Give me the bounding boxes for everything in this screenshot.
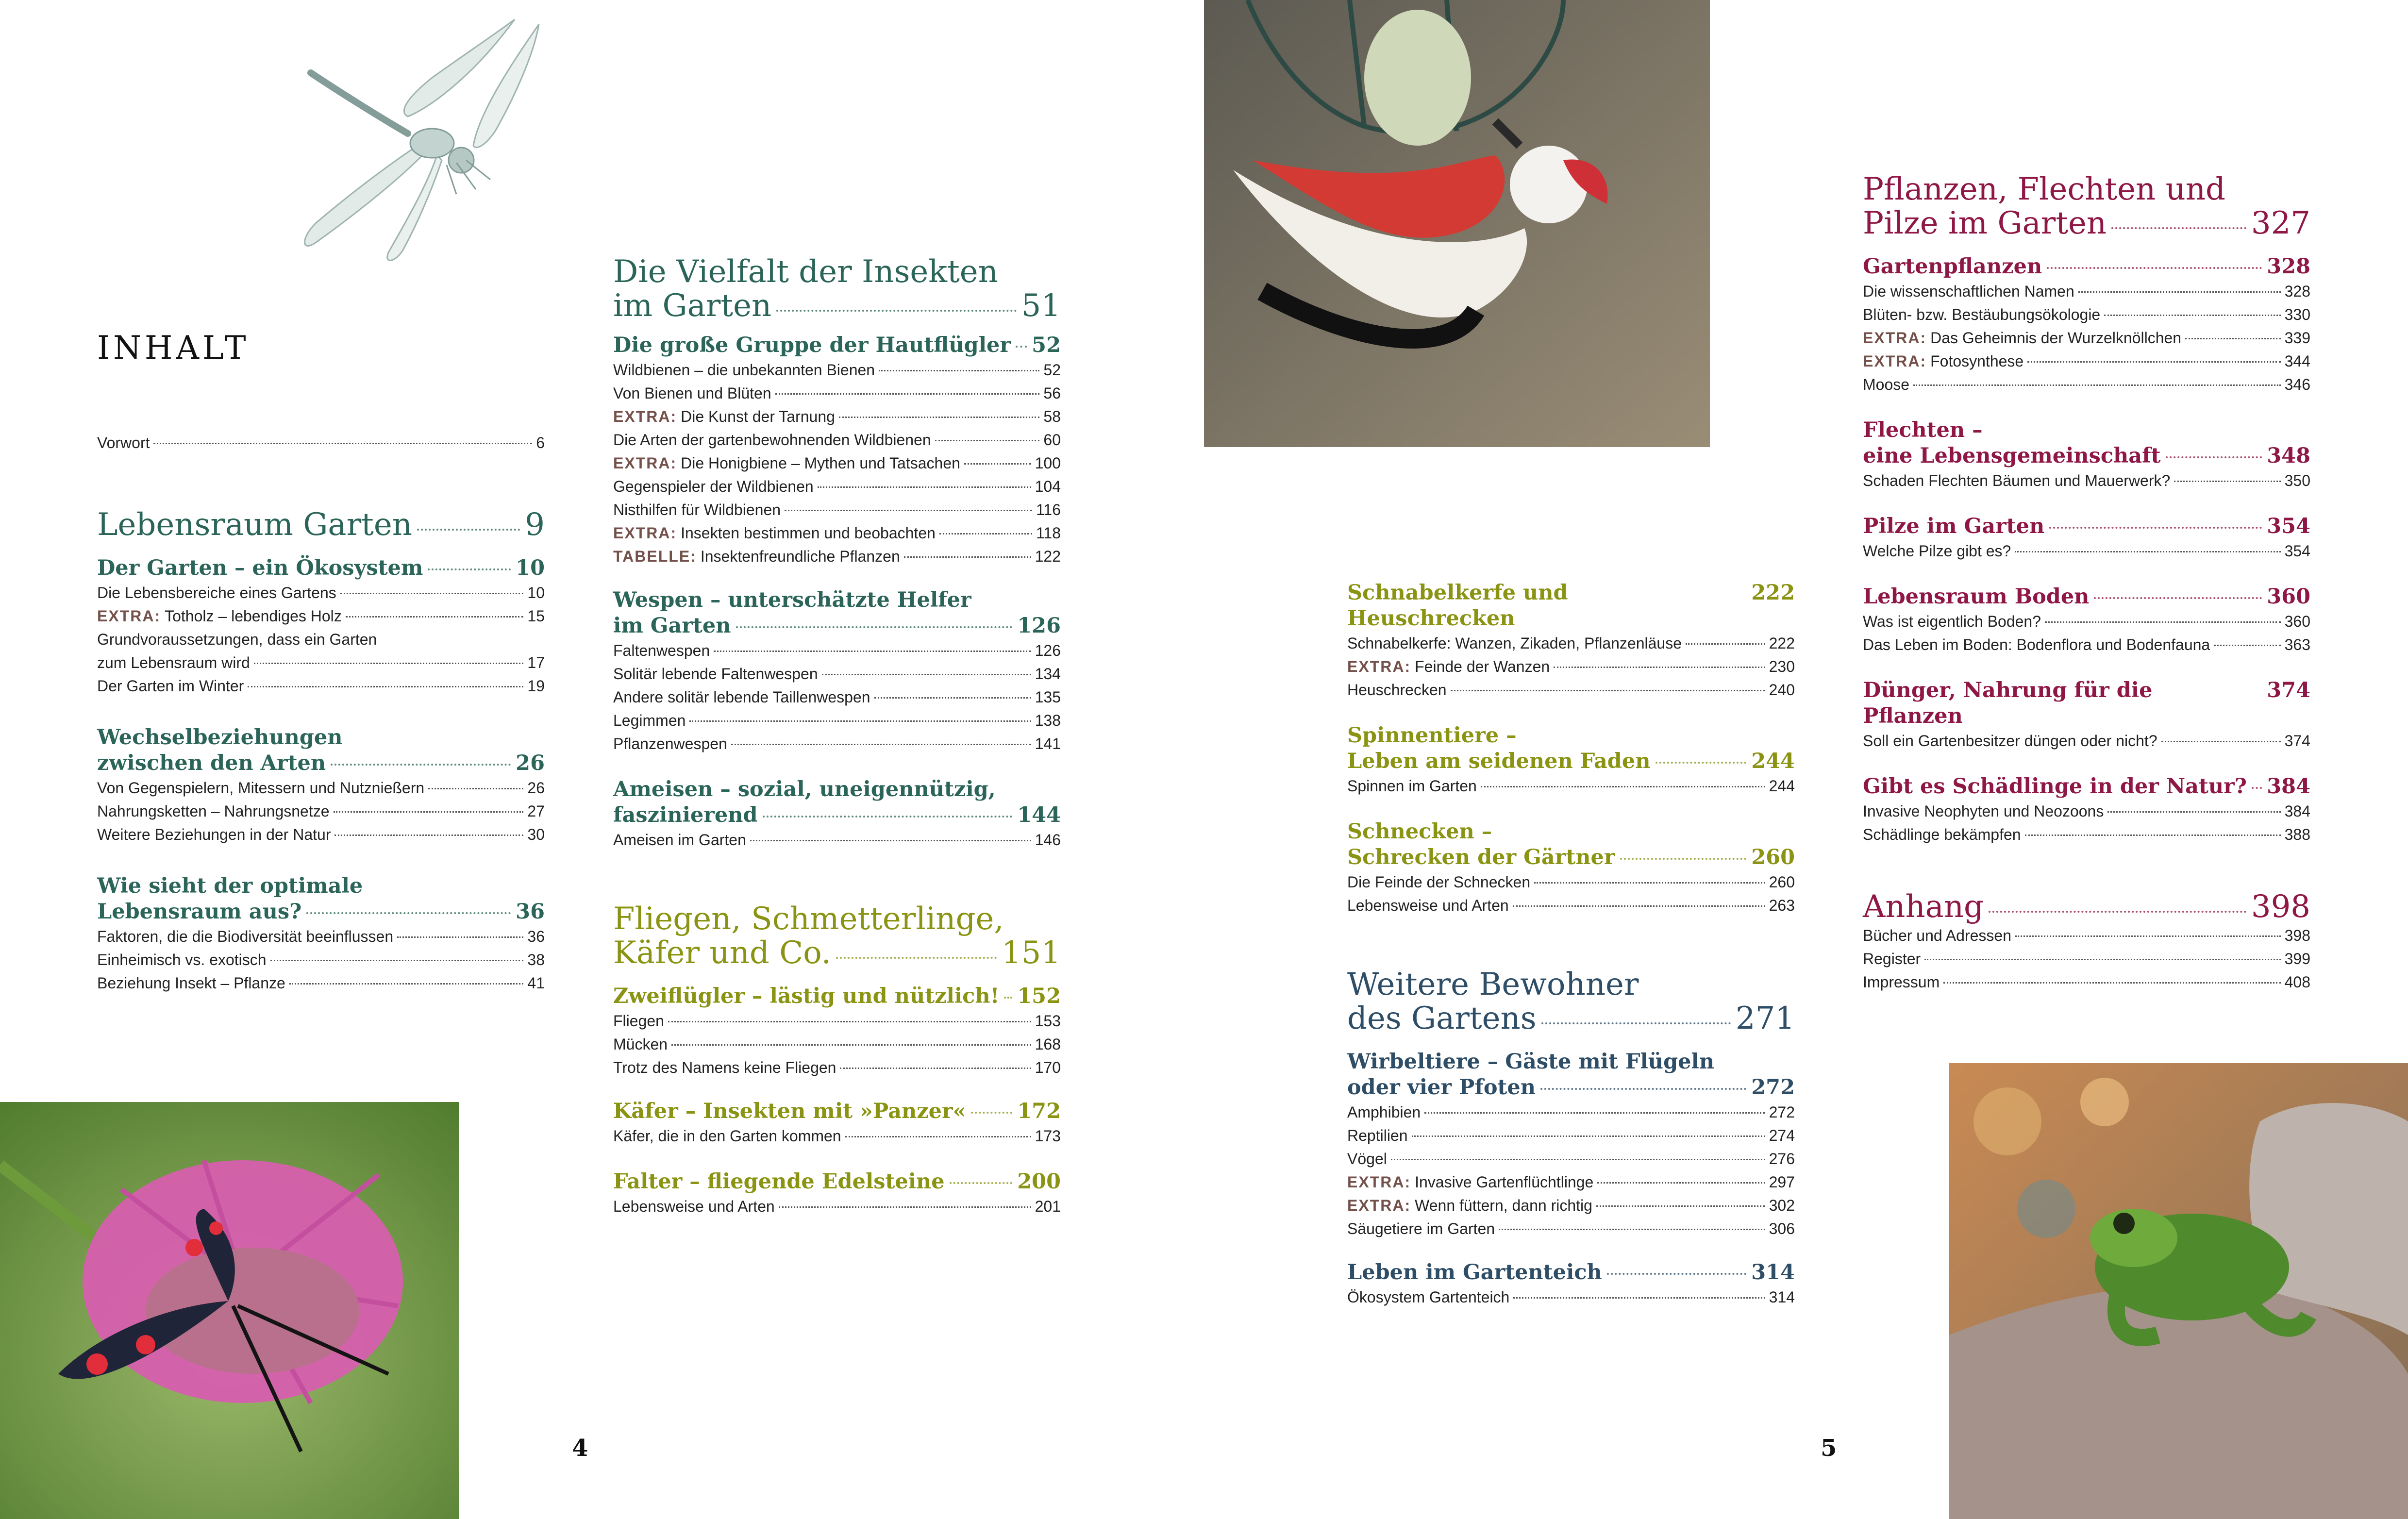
section-title-line2[interactable]: Schrecken der Gärtner 260 xyxy=(1347,845,1795,869)
section-title-line1[interactable]: Schnecken – xyxy=(1347,819,1492,844)
toc-entry[interactable]: Wildbienen – die unbekannten Bienen 52 xyxy=(613,361,1061,379)
toc-entry[interactable]: Säugetiere im Garten 306 xyxy=(1347,1220,1795,1237)
section-title-line1[interactable]: Spinnentiere – xyxy=(1347,723,1517,748)
section-pilze xyxy=(1863,514,2310,563)
toc-column-2 xyxy=(613,255,1061,1218)
section-optimaler-lebensraum xyxy=(97,873,545,995)
toc-entry[interactable]: Grundvoraussetzungen, dass ein Garten xyxy=(97,631,377,648)
page-number-left: 4 xyxy=(572,1435,588,1462)
section-title[interactable]: Pilze im Garten 354 xyxy=(1863,514,2310,538)
toc-entry[interactable]: EXTRA: Fotosynthese 344 xyxy=(1863,352,2310,370)
section-schaedlinge xyxy=(1863,774,2310,846)
toc-entry[interactable]: EXTRA: Das Geheimnis der Wurzelknöllchen 339 xyxy=(1863,329,2310,347)
toc-entry[interactable]: Andere solitär lebende Taillenwespen 135 xyxy=(613,688,1061,706)
toc-column-4 xyxy=(1863,172,2310,994)
section-schnabelkerfe xyxy=(1347,580,1795,701)
toc-entry[interactable]: Das Leben im Boden: Bodenflora und Bodenfauna 363 xyxy=(1863,636,2310,653)
dragonfly-illustration xyxy=(204,0,573,272)
chapter-title-line2[interactable]: im Garten 51 xyxy=(613,288,1061,324)
chapter-title-line1[interactable]: Fliegen, Schmetterlinge, xyxy=(613,901,1004,937)
section-duenger xyxy=(1863,678,2310,752)
toc-entry[interactable]: Schnabelkerfe: Wanzen, Zikaden, Pflanzenläuse 222 xyxy=(1347,634,1795,652)
toc-entry[interactable]: Weitere Beziehungen in der Natur 30 xyxy=(97,826,545,843)
section-title-line2[interactable]: eine Lebensgemeinschaft 348 xyxy=(1863,444,2310,468)
chapter-title-line2[interactable]: Käfer und Co. 151 xyxy=(613,935,1061,971)
chapter-weitere-bewohner xyxy=(1347,968,1795,1035)
toc-entry[interactable]: Mücken 168 xyxy=(613,1035,1061,1053)
section-schnecken xyxy=(1347,819,1795,917)
section-title-line1[interactable]: Wirbeltiere – Gäste mit Flügeln xyxy=(1347,1050,1715,1074)
toc-entry[interactable]: Moose 346 xyxy=(1863,376,2310,393)
toc-entry[interactable]: Impressum 408 xyxy=(1863,973,2310,991)
page-title: INHALT xyxy=(97,329,250,367)
toc-entry[interactable]: Die wissenschaftlichen Namen 328 xyxy=(1863,283,2310,300)
toc-entry[interactable]: EXTRA: Totholz – lebendiges Holz 15 xyxy=(97,607,545,625)
toc-entry[interactable]: zum Lebensraum wird 17 xyxy=(97,654,545,671)
section-gartenpflanzen xyxy=(1863,254,2310,396)
section-title-line2[interactable]: faszinierend 144 xyxy=(613,803,1061,827)
toc-entry[interactable]: EXTRA: Die Honigbiene – Mythen und Tatsachen 100 xyxy=(613,454,1061,472)
section-title[interactable]: Lebensraum Boden 360 xyxy=(1863,584,2310,609)
toc-entry[interactable]: Welche Pilze gibt es? 354 xyxy=(1863,542,2310,560)
toc-entry[interactable]: Trotz des Namens keine Fliegen 170 xyxy=(613,1059,1061,1076)
section-title-line2[interactable]: im Garten 126 xyxy=(613,614,1061,638)
toc-entry[interactable]: Lebensweise und Arten 263 xyxy=(1347,897,1795,914)
chapter-title-line2[interactable]: Pilze im Garten 327 xyxy=(1863,205,2310,241)
toc-column-1 xyxy=(97,431,545,995)
chapter-title-line2[interactable]: des Gartens 271 xyxy=(1347,1001,1795,1036)
section-title[interactable]: Leben im Gartenteich 314 xyxy=(1347,1260,1795,1285)
page-number-right: 5 xyxy=(1821,1435,1837,1462)
section-hautfluegler xyxy=(613,333,1061,568)
toc-entry[interactable]: Beziehung Insekt – Pflanze 41 xyxy=(97,974,545,992)
section-flechten xyxy=(1863,417,2310,492)
section-title-line1[interactable]: Ameisen – sozial, uneigennützig, xyxy=(613,777,996,801)
toc-entry[interactable]: Schaden Flechten Bäumen und Mauerwerk? 350 xyxy=(1863,472,2310,489)
toc-entry[interactable]: Heuschrecken 240 xyxy=(1347,681,1795,699)
section-title[interactable]: Falter – fliegende Edelsteine 200 xyxy=(613,1169,1061,1194)
burnet-moth-on-thistle-photo xyxy=(0,1102,459,1519)
section-title[interactable]: Dünger, Nahrung für die Pflanzen 374 xyxy=(1863,678,2310,728)
toc-entry[interactable]: Soll ein Gartenbesitzer düngen oder nicht? 374 xyxy=(1863,732,2310,750)
chapter-title-line1[interactable]: Weitere Bewohner xyxy=(1347,967,1639,1002)
chapter-fliegen xyxy=(613,902,1061,970)
section-title-line1[interactable]: Wespen – unterschätzte Helfer xyxy=(613,588,971,612)
toc-entry[interactable]: Was ist eigentlich Boden? 360 xyxy=(1863,613,2310,630)
toc-entry[interactable]: Gegenspieler der Wildbienen 104 xyxy=(613,478,1061,495)
chapter-title[interactable]: Anhang 398 xyxy=(1863,889,2310,925)
section-oekosystem xyxy=(97,555,545,698)
section-title-line2[interactable]: zwischen den Arten 26 xyxy=(97,751,545,775)
section-gartenteich xyxy=(1347,1260,1795,1309)
toc-entry[interactable]: Schädlinge bekämpfen 388 xyxy=(1863,826,2310,843)
toc-entry[interactable]: Reptilien 274 xyxy=(1347,1127,1795,1144)
toc-entry-vorwort[interactable]: Vorwort 6 xyxy=(97,434,545,451)
toc-entry[interactable]: EXTRA: Wenn füttern, dann richtig 302 xyxy=(1347,1197,1795,1214)
woodpecker-at-feeder-photo xyxy=(1204,0,1710,447)
toc-entry[interactable]: EXTRA: Die Kunst der Tarnung 58 xyxy=(613,408,1061,425)
section-title-line1[interactable]: Wechselbeziehungen xyxy=(97,725,343,750)
toc-entry[interactable]: EXTRA: Feinde der Wanzen 230 xyxy=(1347,658,1795,675)
section-title-line1[interactable]: Wie sieht der optimale xyxy=(97,874,363,898)
section-wirbeltiere xyxy=(1347,1049,1795,1240)
toc-entry[interactable]: Nisthilfen für Wildbienen 116 xyxy=(613,501,1061,518)
chapter-title-line1[interactable]: Pflanzen, Flechten und xyxy=(1863,171,2225,207)
toc-entry[interactable]: Die Feinde der Schnecken 260 xyxy=(1347,873,1795,891)
toc-entry[interactable]: Blüten- bzw. Bestäubungsökologie 330 xyxy=(1863,306,2310,323)
toc-entry[interactable]: Einheimisch vs. exotisch 38 xyxy=(97,951,545,968)
toc-entry[interactable]: EXTRA: Insekten bestimmen und beobachten 118 xyxy=(613,524,1061,542)
toc-entry[interactable]: EXTRA: Invasive Gartenflüchtlinge 297 xyxy=(1347,1173,1795,1191)
section-wespen xyxy=(613,587,1061,755)
section-boden xyxy=(1863,584,2310,656)
toc-entry[interactable]: Faktoren, die die Biodiversität beeinflussen 36 xyxy=(97,928,545,945)
section-title[interactable]: Gartenpflanzen 328 xyxy=(1863,254,2310,279)
toc-entry[interactable]: Die Arten der gartenbewohnenden Wildbienen 60 xyxy=(613,431,1061,449)
toc-entry[interactable]: Amphibien 272 xyxy=(1347,1103,1795,1121)
toc-entry[interactable]: Ameisen im Garten 146 xyxy=(613,831,1061,849)
toc-entry[interactable]: Pflanzenwespen 141 xyxy=(613,735,1061,752)
toc-entry[interactable]: TABELLE: Insektenfreundliche Pflanzen 122 xyxy=(613,548,1061,565)
section-title-line2[interactable]: Lebensraum aus? 36 xyxy=(97,900,545,924)
toc-entry[interactable]: Von Gegenspielern, Mitessern und Nutznießern 26 xyxy=(97,779,545,797)
section-title[interactable]: Schnabelkerfe und Heuschrecken 222 xyxy=(1347,581,1795,631)
toc-entry[interactable]: Der Garten im Winter 19 xyxy=(97,677,545,695)
toc-entry[interactable]: Die Lebensbereiche eines Gartens 10 xyxy=(97,584,545,601)
toc-column-3 xyxy=(1347,580,1795,1309)
toc-entry[interactable]: Vögel 276 xyxy=(1347,1150,1795,1168)
toc-entry[interactable]: Bücher und Adressen 398 xyxy=(1863,927,2310,944)
section-title[interactable]: Der Garten – ein Ökosystem 10 xyxy=(97,556,545,580)
section-spinnentiere xyxy=(1347,723,1795,798)
toc-entry[interactable]: Ökosystem Gartenteich 314 xyxy=(1347,1288,1795,1306)
toc-entry[interactable]: Spinnen im Garten 244 xyxy=(1347,777,1795,795)
section-kaefer xyxy=(613,1099,1061,1148)
toc-entry[interactable]: Fliegen 153 xyxy=(613,1012,1061,1030)
toc-entry[interactable]: Lebensweise und Arten 201 xyxy=(613,1198,1061,1215)
section-title[interactable]: Die große Gruppe der Hautflügler 52 xyxy=(613,333,1061,357)
section-wechselbeziehungen xyxy=(97,725,545,846)
section-title[interactable]: Zweiflügler – lästig und nützlich! 152 xyxy=(613,984,1061,1008)
section-title-line1[interactable]: Flechten – xyxy=(1863,418,1983,442)
toc-entry[interactable]: Legimmen 138 xyxy=(613,712,1061,729)
toc-entry[interactable]: Käfer, die in den Garten kommen 173 xyxy=(613,1127,1061,1145)
section-falter xyxy=(613,1169,1061,1218)
chapter-anhang xyxy=(1863,890,2310,994)
toc-entry[interactable]: Solitär lebende Faltenwespen 134 xyxy=(613,665,1061,683)
section-title-line2[interactable]: oder vier Pfoten 272 xyxy=(1347,1075,1795,1100)
toc-entry[interactable]: Invasive Neophyten und Neozoons 384 xyxy=(1863,802,2310,820)
section-title-line2[interactable]: Leben am seidenen Faden 244 xyxy=(1347,749,1795,773)
toc-entry[interactable]: Von Bienen und Blüten 56 xyxy=(613,384,1061,402)
section-ameisen xyxy=(613,777,1061,851)
toc-entry[interactable]: Register 399 xyxy=(1863,950,2310,968)
toc-entry[interactable]: Faltenwespen 126 xyxy=(613,642,1061,659)
section-title[interactable]: Käfer – Insekten mit »Panzer« 172 xyxy=(613,1099,1061,1123)
section-title[interactable]: Gibt es Schädlinge in der Natur? 384 xyxy=(1863,774,2310,799)
frog-on-rock-photo xyxy=(1949,1063,2408,1519)
toc-entry[interactable]: Nahrungsketten – Nahrungsnetze 27 xyxy=(97,802,545,820)
chapter-lebensraum-garten[interactable]: Lebensraum Garten 9 xyxy=(97,507,545,543)
section-zweifluegler xyxy=(613,984,1061,1079)
chapter-title-line1[interactable]: Die Vielfalt der Insekten xyxy=(613,254,998,290)
